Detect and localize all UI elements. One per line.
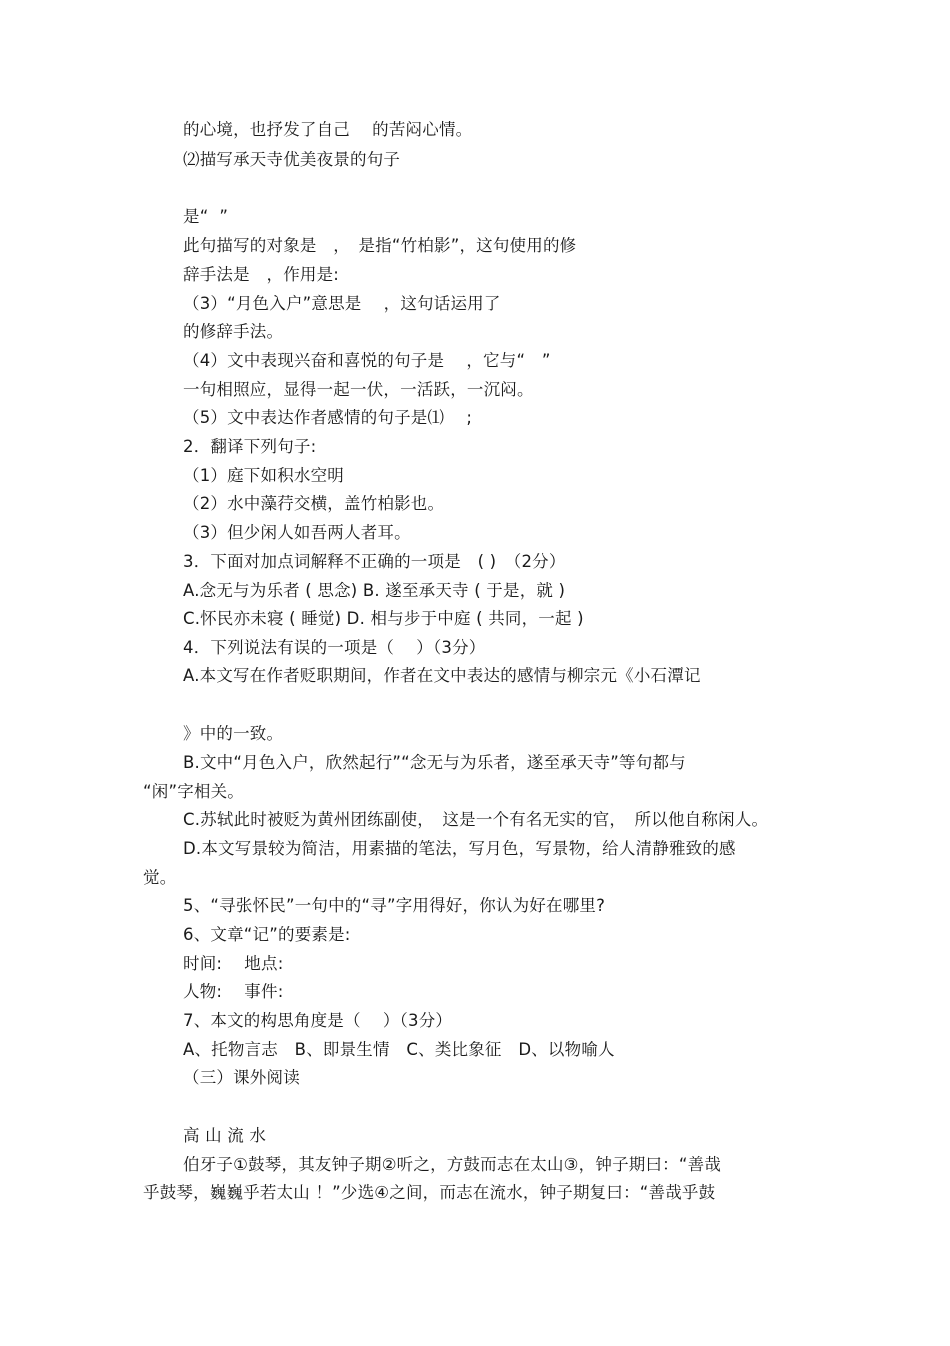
text-line-23: C.苏轼此时被贬为黄州团练副使， 这是一个有名无实的官， 所以他自称闲人。 (183, 810, 769, 829)
text-line-9: 一句相照应，显得一起一伏，一活跃，一沉闷。 (183, 380, 534, 399)
text-line-29: 人物: 事件: (183, 982, 284, 1001)
text-line-31: A、托物言志 B、即景生情 C、类比象征 D、以物喻人 (183, 1040, 615, 1059)
passage-title: 高 山 流 水 (183, 1126, 267, 1145)
text-line-26: 5、“寻张怀民”一句中的“寻”字用得好，你认为好在哪里? (183, 896, 606, 915)
text-line-2: ⑵描写承天寺优美夜景的句子 (183, 150, 401, 169)
text-line-35: 乎鼓琴，巍巍乎若太山 ！”少选④之间，而志在流水，钟子期复曰：“善哉乎鼓 (143, 1183, 716, 1202)
text-line-18: 4．下列说法有误的一项是（ ）（3分） (183, 638, 486, 657)
text-line-22: “闲”字相关。 (143, 782, 244, 801)
text-line-3: 是“ ” (183, 207, 229, 226)
text-line-28: 时间: 地点: (183, 954, 284, 973)
text-line-11: 2．翻译下列句子: (183, 437, 317, 456)
text-line-19: A.本文写在作者贬职期间，作者在文中表达的感情与柳宗元《小石潭记 (183, 666, 701, 685)
text-line-24: D.本文写景较为简洁，用素描的笔法，写月色，写景物，给人清静雅致的感 (183, 839, 736, 858)
text-line-20: 》中的一致。 (183, 724, 284, 743)
text-line-25: 觉。 (143, 868, 177, 887)
text-line-6: （3）“月色入户”意思是 ，这句话运用了 (183, 294, 501, 313)
text-line-34: 伯牙子①鼓琴，其友钟子期②听之，方鼓而志在太山③，钟子期曰：“善哉 (183, 1155, 722, 1174)
text-line-1: 的心境，也抒发了自己 的苦闷心情。 (183, 120, 473, 139)
text-line-30: 7、本文的构思角度是（ ）（3分） (183, 1011, 453, 1030)
text-line-8: （4）文中表现兴奋和喜悦的句子是 ，它与“ ” (183, 351, 551, 370)
text-line-5: 辞手法是 ，作用是: (183, 265, 340, 284)
text-line-13: （2）水中藻荇交横，盖竹柏影也。 (183, 494, 445, 513)
text-line-12: （1）庭下如积水空明 (183, 466, 344, 485)
text-line-17: C.怀民亦未寝 ( 睡觉) D. 相与步于中庭 ( 共同，一起 ) (183, 609, 584, 628)
text-line-10: （5）文中表达作者感情的句子是⑴ ; (183, 408, 473, 427)
text-line-4: 此句描写的对象是 ， 是指“竹柏影”，这句使用的修 (183, 236, 577, 255)
text-line-7: 的修辞手法。 (183, 322, 284, 341)
text-line-27: 6、文章“记”的要素是: (183, 925, 351, 944)
text-line-16: A.念无与为乐者 ( 思念) B. 遂至承天寺 ( 于是，就 ) (183, 581, 566, 600)
text-line-32: （三）课外阅读 (183, 1068, 300, 1087)
text-line-15: 3．下面对加点词解释不正确的一项是 ( ) （2分） (183, 552, 566, 571)
text-line-14: （3）但少闲人如吾两人者耳。 (183, 523, 411, 542)
text-line-21: B.文中“月色入户，欣然起行”“念无与为乐者，遂至承天寺”等句都与 (183, 753, 686, 772)
